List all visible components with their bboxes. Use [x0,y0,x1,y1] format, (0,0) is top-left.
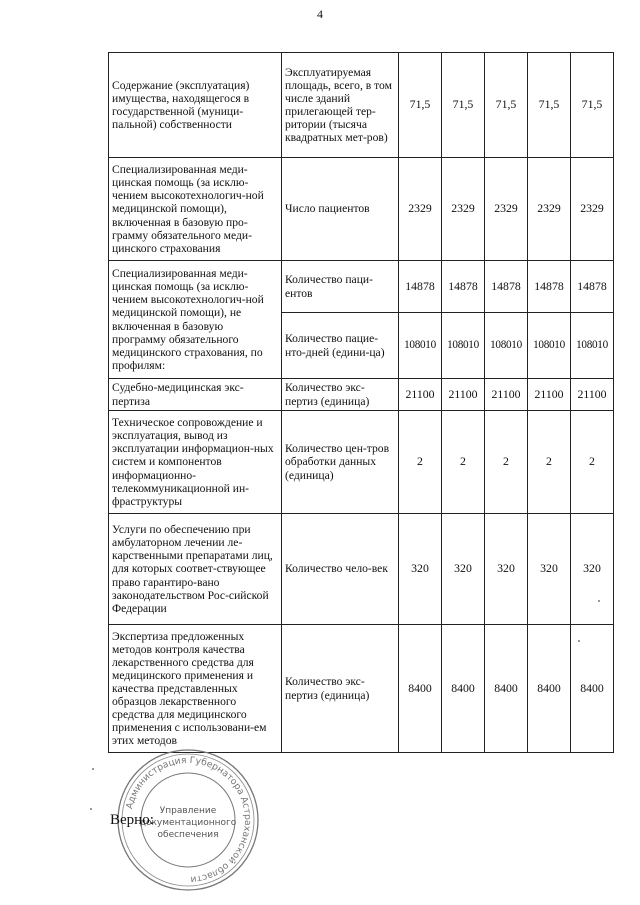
value-cell: 2329 [442,158,485,261]
value-cell: 320 [485,514,528,625]
service-name-cell: Специализированная меди-цинская помощь (за исклю-чением высокотехнологич-ной медицинской помощи), не включенная в базовую программу обязательного медицинского страхования, по профилям: [109,261,282,379]
service-name-cell: Техническое сопровождение и эксплуатация, вывод из эксплуатации информацион-ных систем и компонентов информационно-телекоммуникационной ин-фраструктуры [109,411,282,514]
indicator-cell: Количество цен-тров обработки данных (единица) [282,411,399,514]
value-cell: 71,5 [399,53,442,158]
value-cell: 2329 [528,158,571,261]
scan-artifact [578,640,580,642]
page-number: 4 [317,7,323,21]
value-cell: 320 [528,514,571,625]
value-cell: 2329 [571,158,614,261]
value-cell: 14878 [399,261,442,313]
value-cell: 108010 [571,313,614,379]
indicator-cell: Эксплуатируемая площадь, всего, в том числе зданий прилегающей тер-ритории (тысяча квадратных мет-ров) [282,53,399,158]
indicator-cell: Количество пацие-нто-дней (едини-ца) [282,313,399,379]
value-cell: 2 [528,411,571,514]
indicator-cell: Количество чело-век [282,514,399,625]
value-cell: 8400 [485,625,528,753]
value-cell: 320 [399,514,442,625]
table-row [109,514,614,625]
scan-artifact [598,600,600,602]
certification-label: Верно: [110,812,154,828]
services-table [108,52,614,753]
table-row [109,379,614,411]
value-cell: 108010 [485,313,528,379]
table-row [109,625,614,753]
table-row [109,411,614,514]
value-cell: 320 [571,514,614,625]
value-cell: 21100 [571,379,614,411]
value-cell: 14878 [442,261,485,313]
table-row [109,53,614,158]
service-name-cell: Экспертиза предложенных методов контроля качества лекарственного средства для медицинского применения и качества представленных образцов лекарственного средства для медицинского применения с использовани-ем этих методов [109,625,282,753]
service-name-cell: Специализированная меди-цинская помощь (за исклю-чением высокотехнологич-ной медицинской помощи), включенная в базовую про-грамму обязательного меди-цинского страхования [109,158,282,261]
value-cell: 21100 [442,379,485,411]
service-name-cell: Содержание (эксплуатация) имущества, находящегося в государственной (муници-пальной) собственности [109,53,282,158]
service-name-cell: Судебно-медицинская экс-пертиза [109,379,282,411]
scan-artifact [92,768,94,770]
indicator-cell: Число пациентов [282,158,399,261]
value-cell: 14878 [571,261,614,313]
table-row [109,261,614,313]
indicator-cell: Количество паци-ентов [282,261,399,313]
value-cell: 108010 [399,313,442,379]
value-cell: 71,5 [528,53,571,158]
value-cell: 21100 [528,379,571,411]
value-cell: 2329 [485,158,528,261]
value-cell: 21100 [485,379,528,411]
value-cell: 71,5 [442,53,485,158]
value-cell: 8400 [528,625,571,753]
stamp-center-line: обеспечения [157,830,219,840]
table-row [109,158,614,261]
stamp-center-line: документационного [139,818,237,828]
value-cell: 14878 [485,261,528,313]
value-cell: 8400 [442,625,485,753]
indicator-cell: Количество экс-пертиз (единица) [282,625,399,753]
value-cell: 2 [399,411,442,514]
indicator-cell: Количество экс-пертиз (единица) [282,379,399,411]
scan-artifact [90,808,92,810]
value-cell: 108010 [528,313,571,379]
value-cell: 2329 [399,158,442,261]
value-cell: 71,5 [571,53,614,158]
value-cell: 320 [442,514,485,625]
value-cell: 8400 [399,625,442,753]
value-cell: 2 [485,411,528,514]
stamp-ring-text: Администрация Губернатора Астраханской области [124,754,254,886]
value-cell: 8400 [571,625,614,753]
value-cell: 21100 [399,379,442,411]
service-name-cell: Услуги по обеспечению при амбулаторном лечении ле-карственными препаратами лиц, для которых соответ-ствующее право гарантиро-вано законодательством Рос-сийской Федерации [109,514,282,625]
stamp-center-line: Управление [159,806,217,816]
value-cell: 71,5 [485,53,528,158]
value-cell: 2 [442,411,485,514]
value-cell: 14878 [528,261,571,313]
value-cell: 2 [571,411,614,514]
value-cell: 108010 [442,313,485,379]
